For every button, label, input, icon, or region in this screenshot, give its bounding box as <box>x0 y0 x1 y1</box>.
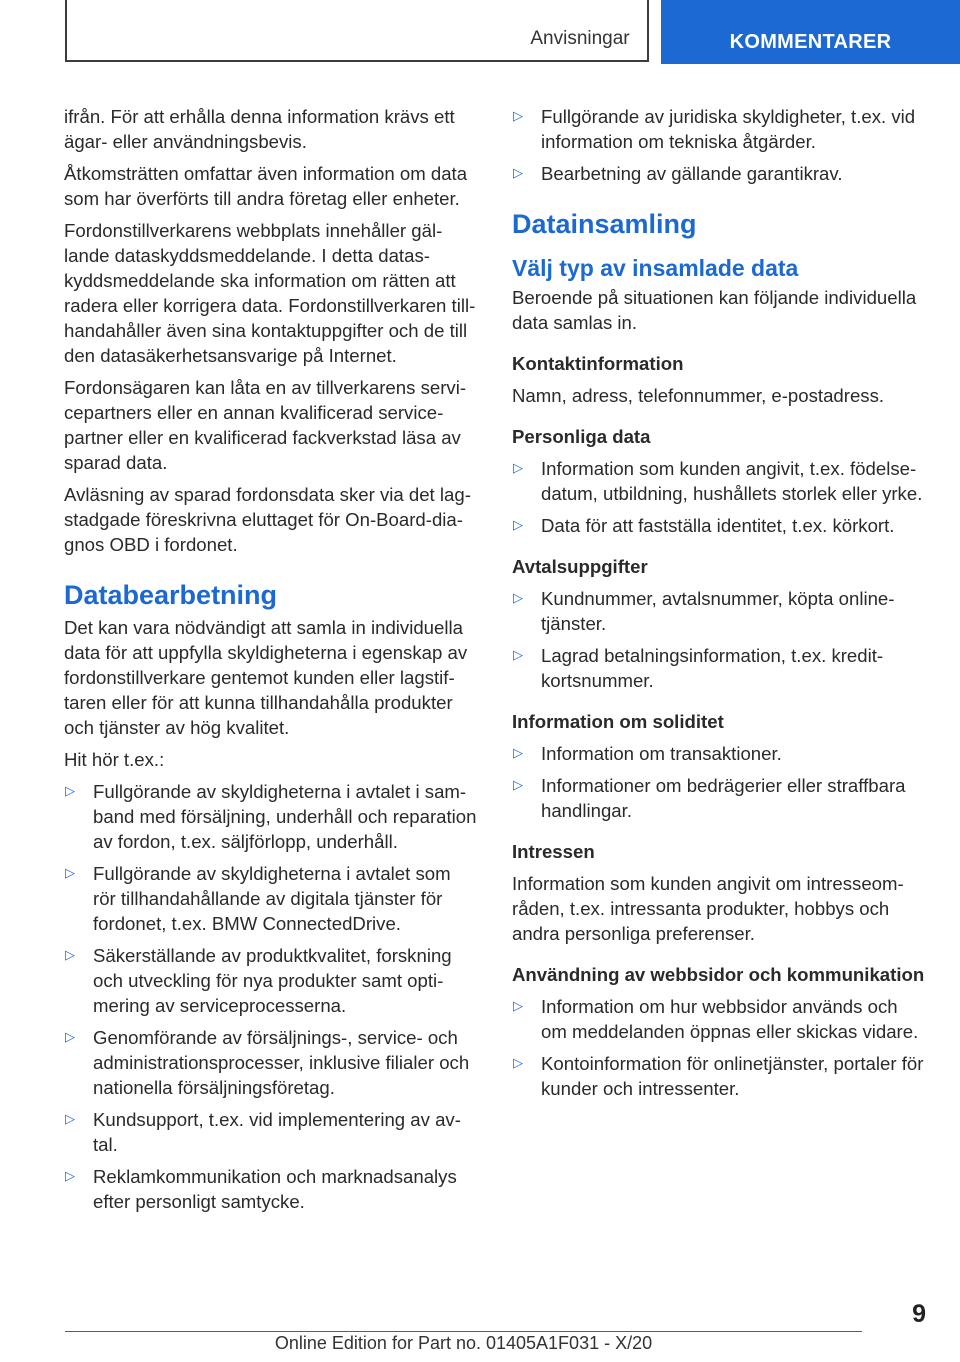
footer-divider <box>65 1331 862 1332</box>
list-item <box>64 861 478 936</box>
right-column <box>512 104 928 1108</box>
list-item-text: Kontoinformation för onlinetjänster, portaler för kunder och intressenter. <box>541 1053 924 1099</box>
list-item-text: Information om hur webbsidor används och om meddelanden öppnas eller skickas vidare. <box>541 996 919 1042</box>
triangle-bullet-icon: ▷ <box>513 998 523 1013</box>
list-item <box>64 943 478 1018</box>
bullet-list <box>512 456 928 538</box>
triangle-bullet-icon: ▷ <box>65 865 75 880</box>
section-heading-databearbetning: Databearbetning <box>64 580 278 610</box>
list-item-text: Bearbetning av gällande garantikrav. <box>541 163 843 184</box>
triangle-bullet-icon: ▷ <box>513 460 523 475</box>
bullet-list <box>512 994 928 1101</box>
list-item-text: Reklamkommunikation och marknadsanalys efter personligt samtycke. <box>93 1166 457 1212</box>
bullet-list <box>512 586 928 693</box>
list-item <box>512 104 928 154</box>
list-item-text: Fullgörande av skyldigheterna i avtalet som rör tillhandahållande av digitala tjänster för fordonet, t.ex. BMW ConnectedDrive. <box>93 863 451 934</box>
bullet-list <box>64 779 478 1214</box>
paragraph: Det kan vara nödvändigt att samla in individuella data för att uppfylla skyldigheterna i egenskap av fordonstillverkare gentemot kunden eller lagstiftaren eller för att kunna tillhandahålla produkter och tjänster av hög kvalitet. <box>64 617 468 738</box>
list-item-text: Säkerställande av produktkvalitet, forskning och utveckling för nya produkter samt optimering av serviceprocesserna. <box>93 945 452 1016</box>
list-item-text: Data för att fastställa identitet, t.ex. körkort. <box>541 515 895 536</box>
paragraph: Namn, adress, telefonnummer, e-postadress. <box>512 385 885 406</box>
triangle-bullet-icon: ▷ <box>65 1168 75 1183</box>
category-title-soliditet: Information om soliditet <box>512 711 724 732</box>
list-item <box>64 1107 478 1157</box>
list-item <box>64 779 478 854</box>
list-item <box>512 741 928 766</box>
paragraph: Åtkomsträtten omfattar även information om data som har överförts till andra företag eller enheter. <box>64 163 468 209</box>
list-item-text: Lagrad betalningsinformation, t.ex. kreditkortsnummer. <box>541 645 884 691</box>
page-number: 9 <box>912 1300 926 1328</box>
triangle-bullet-icon: ▷ <box>65 1029 75 1044</box>
triangle-bullet-icon: ▷ <box>65 1111 75 1126</box>
bullet-list <box>512 741 928 823</box>
list-item <box>512 994 928 1044</box>
triangle-bullet-icon: ▷ <box>513 1055 523 1070</box>
triangle-bullet-icon: ▷ <box>65 947 75 962</box>
category-title-webb: Användning av webbsidor och kommunikation <box>512 964 925 985</box>
section-heading-datainsamling: Datainsamling <box>512 209 697 239</box>
header-blank-tab <box>65 0 513 62</box>
tab-kommentarer[interactable]: KOMMENTARER <box>661 0 960 64</box>
list-item <box>512 456 928 506</box>
list-item-text: Information som kunden angivit, t.ex. födelsedatum, utbildning, hushållets storlek eller yrke. <box>541 458 923 504</box>
category-title-intressen: Intressen <box>512 841 595 862</box>
footer-edition: Online Edition for Part no. 01405A1F031 - X/20 <box>274 1333 653 1353</box>
triangle-bullet-icon: ▷ <box>513 745 523 760</box>
triangle-bullet-icon: ▷ <box>513 165 523 180</box>
bullet-list <box>512 104 928 186</box>
list-item-text: Fullgörande av skyldigheterna i avtalet i samband med försäljning, underhåll och reparation av fordon, t.ex. säljförlopp, underhåll. <box>93 781 477 852</box>
list-item-text: Fullgörande av juridiska skyldigheter, t.ex. vid information om tekniska åtgärder. <box>541 106 916 152</box>
list-item <box>512 643 928 693</box>
list-item <box>512 773 928 823</box>
category-title-kontakt: Kontaktinformation <box>512 353 684 374</box>
triangle-bullet-icon: ▷ <box>513 108 523 123</box>
list-item <box>512 513 928 538</box>
paragraph: Fordonsägaren kan låta en av tillverkarens servicepartners eller en annan kvalificerad servicepartner eller en kvalificerad fackverkstad läsa av sparad data. <box>64 377 467 473</box>
paragraph: Fordonstillverkarens webbplats innehåller gällande dataskyddsmeddelande. I detta dataskyddsmeddelande ska information om rätten att radera eller korrigera data. Fordonstillverkaren tillhandahåller även sina kontaktuppgifter och de till den datasäkerhetsansvarige på Internet. <box>64 220 476 366</box>
triangle-bullet-icon: ▷ <box>65 783 75 798</box>
triangle-bullet-icon: ▷ <box>513 590 523 605</box>
triangle-bullet-icon: ▷ <box>513 647 523 662</box>
category-title-personliga: Personliga data <box>512 426 651 447</box>
subsection-heading: Välj typ av insamlade data <box>512 255 799 281</box>
list-item <box>512 586 928 636</box>
list-item-text: Informationer om bedrägerier eller straffbara handlingar. <box>541 775 906 821</box>
paragraph: Hit hör t.ex.: <box>64 749 165 770</box>
list-item <box>64 1025 478 1100</box>
tab-anvisningar[interactable]: Anvisningar <box>513 0 649 62</box>
list-item-text: Kundsupport, t.ex. vid implementering av avtal. <box>93 1109 461 1155</box>
list-item-text: Information om transaktioner. <box>541 743 782 764</box>
list-item-text: Genomförande av försäljnings-, service- och administrationsprocesser, inklusive filialer och nationella försäljningsföretag. <box>93 1027 470 1098</box>
paragraph: ifrån. För att erhålla denna information krävs ett ägar- eller användningsbevis. <box>64 106 455 152</box>
list-item <box>512 1051 928 1101</box>
paragraph: Avläsning av sparad fordonsdata sker via det lagstadgade föreskrivna eluttaget för On-Board-diagnos OBD i fordonet. <box>64 484 471 555</box>
category-title-avtal: Avtalsuppgifter <box>512 556 648 577</box>
triangle-bullet-icon: ▷ <box>513 517 523 532</box>
paragraph: Beroende på situationen kan följande individuella data samlas in. <box>512 287 917 333</box>
list-item <box>512 161 928 186</box>
list-item <box>64 1164 478 1214</box>
list-item-text: Kundnummer, avtalsnummer, köpta onlinetjänster. <box>541 588 895 634</box>
paragraph: Information som kunden angivit om intresseområden, t.ex. intressanta produkter, hobbys och andra personliga preferenser. <box>512 873 904 944</box>
page-header <box>0 0 960 66</box>
triangle-bullet-icon: ▷ <box>513 777 523 792</box>
left-column <box>64 104 478 1221</box>
